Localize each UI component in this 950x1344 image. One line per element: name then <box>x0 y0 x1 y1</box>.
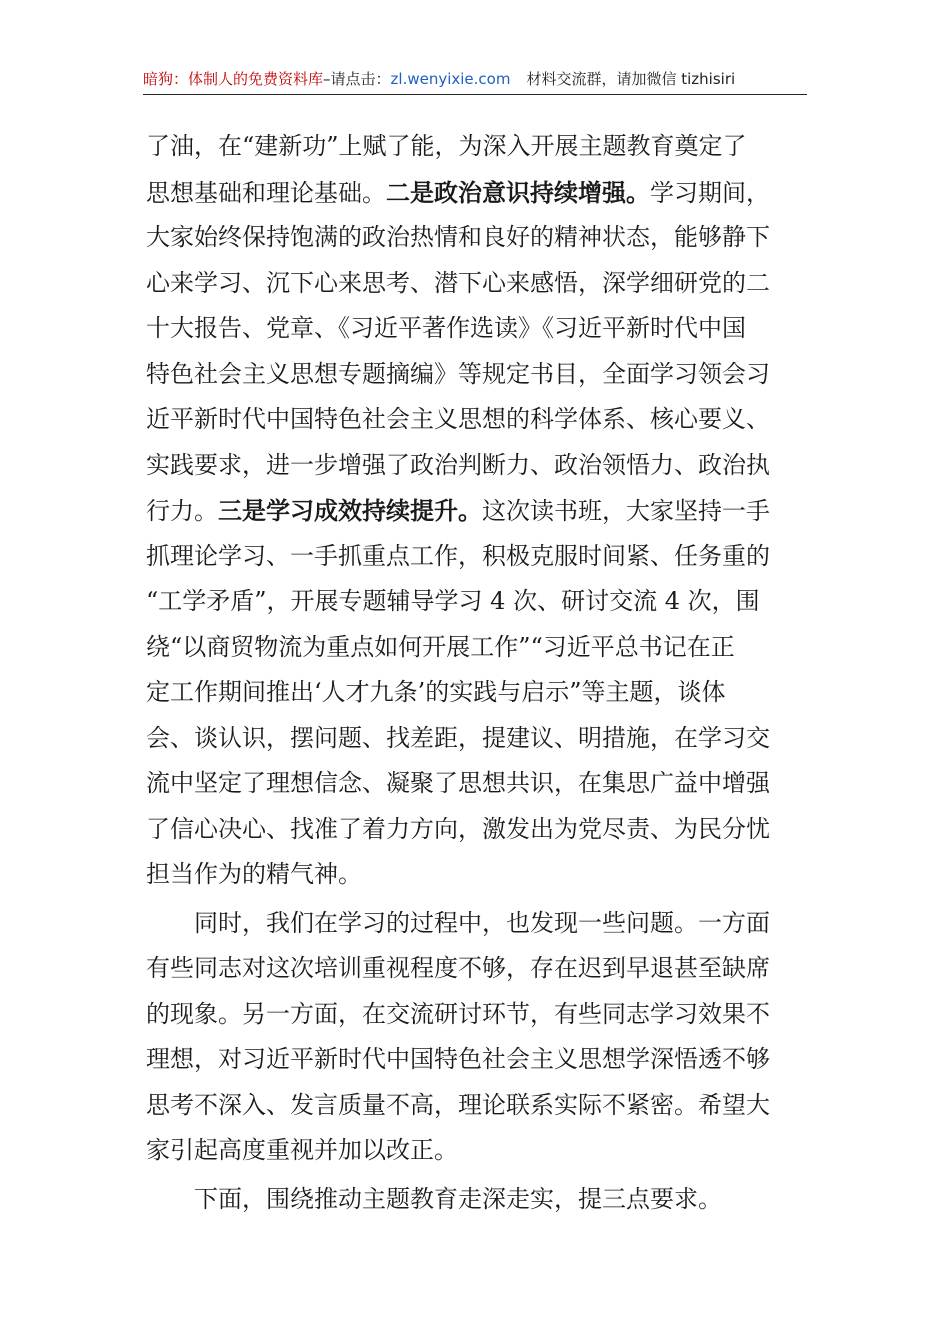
text-run: 学习期间， <box>650 178 770 207</box>
bold-heading-3: 三是学习成效持续提升。 <box>218 496 482 525</box>
text-line: 定工作期间推出‘人才九条’的实践与启示”等主题，谈体 <box>146 678 726 706</box>
text-line: 近平新时代中国特色社会主义思想的科学体系、核心要义、 <box>146 405 770 433</box>
text-line: 了信心决心、找准了着力方向，激发出为党尽责、为民分忧 <box>146 814 770 843</box>
header-brand: 暗狗：体制人的免费资料库 <box>143 70 324 88</box>
text-line: 实践要求，进一步增强了政治判断力、政治领悟力、政治执 <box>146 450 770 479</box>
text-line: 特色社会主义思想专题摘编》等规定书目，全面学习领会习 <box>146 359 770 388</box>
text-run: 这次读书班，大家坚持一手 <box>482 497 770 525</box>
text-line: 下面，围绕推动主题教育走深走实，提三点要求。 <box>194 1184 722 1213</box>
text-line: 心来学习、沉下心来思考、潜下心来感悟，深学细研党的二 <box>146 268 770 297</box>
text-line: 流中坚定了理想信念、凝聚了思想共识，在集思广益中增强 <box>146 769 770 797</box>
text-line: 同时，我们在学习的过程中，也发现一些问题。一方面 <box>194 908 770 937</box>
text-line: 大家始终保持饱满的政治热情和良好的精神状态，能够静下 <box>146 223 770 251</box>
paragraph-1 <box>146 124 810 898</box>
text-line: 十大报告、党章、《习近平著作选读》《习近平新时代中国 <box>146 314 746 342</box>
text-line: 理想，对习近平新时代中国特色社会主义思想学深悟透不够 <box>146 1045 770 1073</box>
page-header <box>143 64 807 95</box>
text-run: 行力。 <box>146 497 218 525</box>
text-line: 思考不深入、发言质量不高，理论联系实际不紧密。希望大 <box>146 1090 770 1119</box>
text-line <box>146 170 810 216</box>
text-line: 了油，在“建新功”上赋了能，为深入开展主题教育奠定了 <box>146 132 747 160</box>
text-line: 会、谈认识，摆问题、找差距，提建议、明措施，在学习交 <box>146 723 770 752</box>
paragraph-2 <box>146 901 810 1174</box>
text-line: “工学矛盾”，开展专题辅导学习 4 次、研讨交流 4 次，围 <box>146 587 760 615</box>
bold-heading-2: 二是政治意识持续增强。 <box>386 177 650 207</box>
text-line: 抓理论学习、一手抓重点工作，积极克服时间紧、任务重的 <box>146 541 770 570</box>
header-url-link[interactable]: zl.wenyixie.com <box>390 70 511 88</box>
header-prompt: –请点击： <box>323 70 391 88</box>
paragraph-3 <box>146 1177 810 1223</box>
text-line: 绕“以商贸物流为重点如何开展工作”“习近平总书记在正 <box>146 632 735 661</box>
text-run: 思想基础和理论基础。 <box>146 178 386 207</box>
text-line: 担当作为的精气神。 <box>146 860 362 888</box>
document-body <box>146 124 810 1222</box>
text-line: 有些同志对这次培训重视程度不够，存在迟到早退甚至缺席 <box>146 954 770 982</box>
text-line <box>146 488 810 534</box>
text-line: 的现象。另一方面，在交流研讨环节，有些同志学习效果不 <box>146 999 770 1028</box>
header-contact: 材料交流群，请加微信 tizhisiri <box>526 70 736 88</box>
text-line: 家引起高度重视并加以改正。 <box>146 1136 458 1164</box>
